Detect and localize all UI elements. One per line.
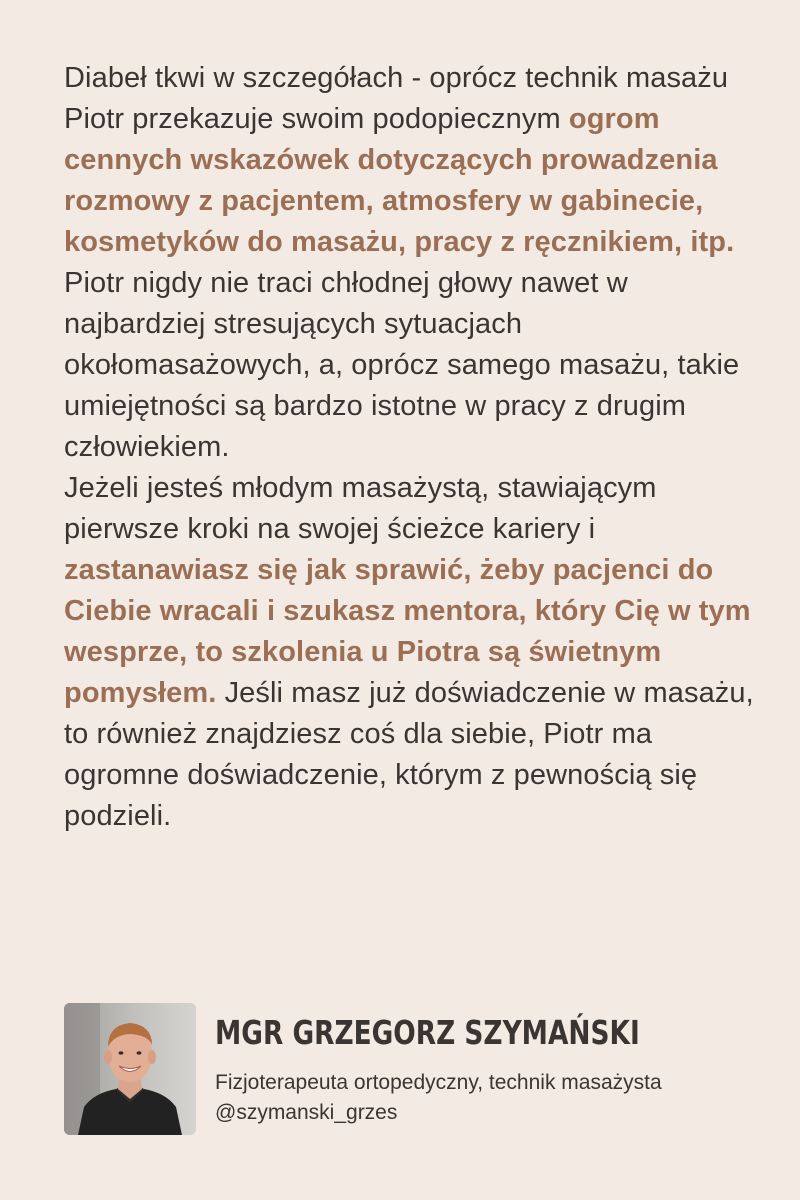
avatar-photo [64, 1003, 196, 1135]
testimonial-text [64, 58, 764, 837]
author-name: MGR GRZEGORZ SZYMAŃSKI [215, 1013, 640, 1052]
paragraph-2 [64, 468, 764, 837]
paragraph-1-intro: Diabeł tkwi w szczegółach - oprócz technik masażu Piotr przekazuje swoim podopiecznym [64, 62, 729, 135]
author-role: Fizjoterapeuta ortopedyczny, technik masażysta [215, 1071, 662, 1094]
paragraph-1-highlight: ogrom cennych wskazówek dotyczących prowadzenia rozmowy z pacjentem, atmosfery w gabinecie, kosmetyków do masażu, pracy z ręcznikiem, itp. [64, 103, 735, 258]
paragraph-1 [64, 58, 764, 468]
author-handle: @szymanski_grzes [215, 1101, 398, 1124]
paragraph-2-highlight: zastanawiasz się jak sprawić, żeby pacjenci do Ciebie wracali i szukasz mentora, który Cię w tym wesprze, to szkolenia u Piotra są świetnym pomysłem. [64, 554, 751, 709]
paragraph-2-rest: Jeśli masz już doświadczenie w masażu, to również znajdziesz coś dla siebie, Piotr ma ogromne doświadczenie, którym z pewnością się podzieli. [64, 677, 754, 832]
paragraph-1-rest: Piotr nigdy nie traci chłodnej głowy nawet w najbardziej stresujących sytuacjach okołomasażowych, a, oprócz samego masażu, takie umiejętności są bardzo istotne w pracy z drugim człowiekiem. [64, 267, 740, 463]
author-card [64, 1003, 764, 1137]
paragraph-2-intro: Jeżeli jesteś młodym masażystą, stawiającym pierwsze kroki na swojej ścieżce kariery i [64, 472, 657, 545]
avatar [64, 1003, 196, 1135]
